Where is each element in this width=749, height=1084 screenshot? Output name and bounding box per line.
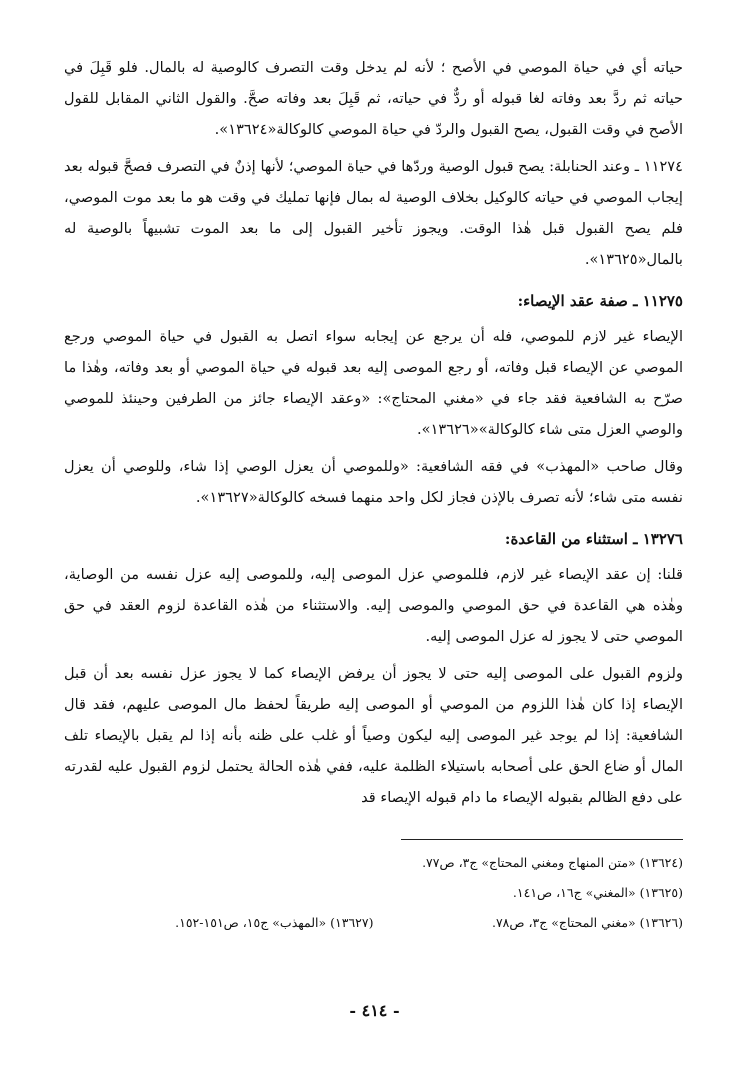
body-paragraph: ولزوم القبول على الموصى إليه حتى لا يجوز أن يرفض الإيصاء كما لا يجوز عزل نفسه بعد أن قبل الإيصاء إذا كان هٰذا اللزوم من الموصي أو الموصى إليه طريقاً لحفظ مال الموصى عليهم، فقد قال الشافعية: إذا لم يوجد غير الموصى إليه ليكون وصياً أو غلب على ظنه بأنه إذا لم يقبل بالإيصاء تلف المال أو ضاع الحق على أصحابه باستيلاء الظلمة عليه، ففي هٰذه الحالة يحتمل لزوم القبول عليه لقدرته على دفع الظالم بقبوله الإيصاء ما دام قبوله الإيصاء قد <box>64 665 683 806</box>
footnote: (١٣٦٢٤) «متن المنهاج ومغني المحتاج» ج٣، ص٧٧. <box>422 855 683 870</box>
body-paragraph: الإيصاء غير لازم للموصي، فله أن يرجع عن إيجابه سواء اتصل به القبول في حياة الموصي ورجع الموصي عن الإيصاء قبل وفاته، أو رجع الموصى إليه بعد قبوله في حياة الموصي أو بعد وفاته، وهٰذا ما صرّح به الشافعية فقد جاء في «مغني المحتاج»: «وعقد الإيصاء جائز من الطرفين وحينئذ للموصي والوصي العزل متى شاء كالوكالة»«١٣٦٢٦». <box>64 328 683 438</box>
page-number: - ٤١٤ - <box>349 1001 400 1020</box>
footnotes <box>64 848 683 938</box>
footnote-row <box>64 908 683 938</box>
footnote: (١٣٦٢٥) «المغني» ج١٦، ص١٤١. <box>512 885 683 900</box>
body-paragraph: وقال صاحب «المهذب» في فقه الشافعية: «وللموصي أن يعزل الوصي إذا شاء، وللوصي أن يعزل نفسه متى شاء؛ لأنه تصرف بالإذن فجاز لكل واحد منهما فسخه كالوكالة«١٣٦٢٧». <box>64 458 683 506</box>
body-paragraph: حياته أي في حياة الموصي في الأصح ؛ لأنه لم يدخل وقت التصرف كالوصية له بالمال. فلو قَبِلَ في حياته ثم ردَّ بعد وفاته لغا قبوله أو ردٌّ في حياته، ثم قَبِلَ بعد وفاته صحَّ. والقول الثاني المقابل للقول الأصح في وقت القبول، يصح القبول والردّ في حياة الموصي كالوكالة«١٣٦٢٤». <box>64 59 683 138</box>
section-heading: ١١٢٧٥ ـ صفة عقد الإيصاء: <box>517 292 683 310</box>
footnote: (١٣٦٢٧) «المهذب» ج١٥، ص١٥١-١٥٢. <box>175 915 374 930</box>
body-paragraph: قلنا: إن عقد الإيصاء غير لازم، فللموصي عزل الموصى إليه، وللموصى إليه عزل نفسه من الوصاية، وهٰذه هي القاعدة في حق الموصي والموصى إليه. والاستثناء من هٰذه القاعدة لزوم العقد في حق الموصي حتى لا يجوز له عزل الموصى إليه. <box>64 566 683 645</box>
footnote: (١٣٦٢٦) «مغني المحتاج» ج٣، ص٧٨. <box>491 915 683 930</box>
section-heading: ١٣٢٧٦ ـ استثناء من القاعدة: <box>504 530 683 548</box>
body-paragraph: ١١٢٧٤ ـ وعند الحنابلة: يصح قبول الوصية وردّها في حياة الموصي؛ لأنها إذنٌ في التصرف فصحَّ قبوله بعد إيجاب الموصي في حياته كالوكيل بخلاف الوصية له بمال فإنها تمليك في وقت هو ما بعد موت الموصي، فلم يصح القبول قبل هٰذا الوقت. ويجوز تأخير القبول إلى ما بعد الموت تشبيهاً بالوصية له بالمال«١٣٦٢٥». <box>64 158 683 268</box>
footnote-divider <box>401 839 683 840</box>
